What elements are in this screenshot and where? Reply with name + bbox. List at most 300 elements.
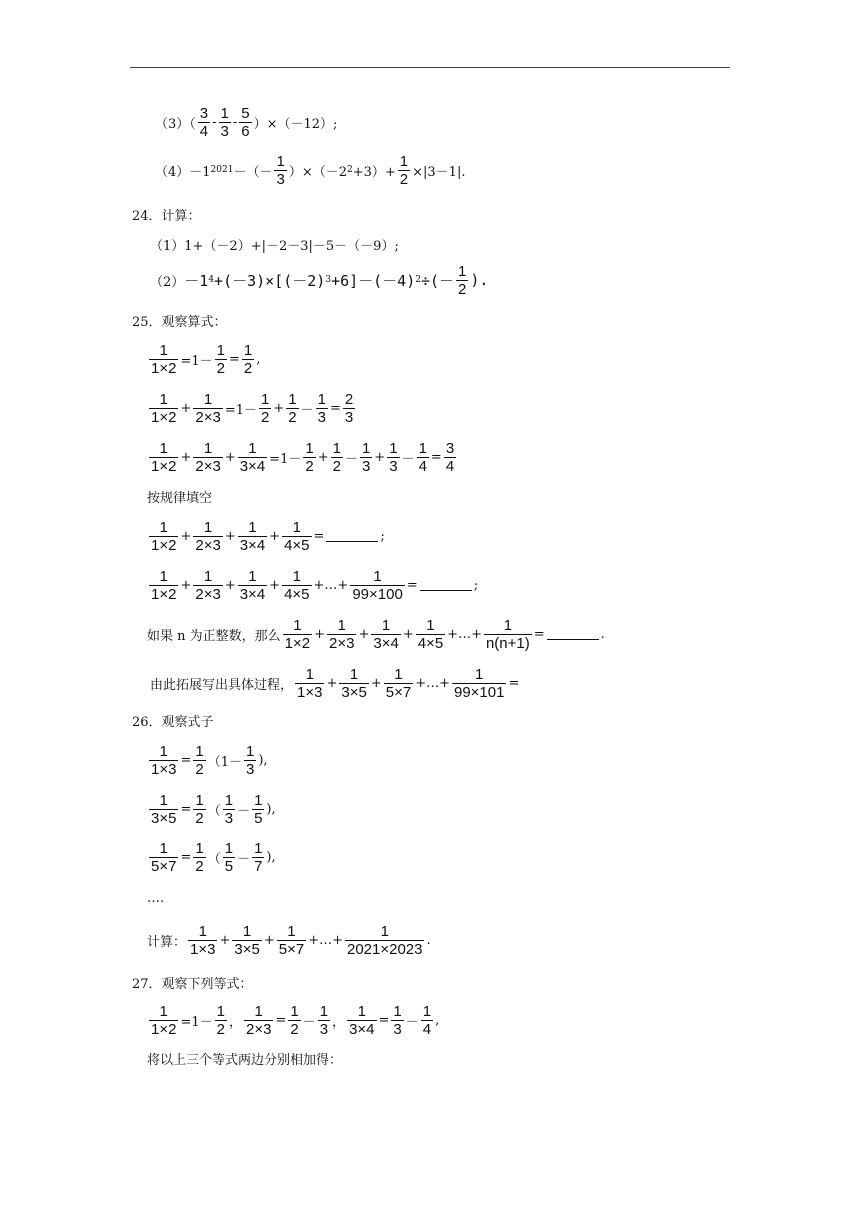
text-run: + xyxy=(314,626,325,642)
text-run: －（－ xyxy=(233,164,273,180)
numerator: 1 xyxy=(224,791,234,809)
denominator: 4 xyxy=(199,122,209,140)
text-run: …. xyxy=(147,890,165,906)
denominator: 1×3 xyxy=(297,683,323,701)
fraction xyxy=(331,440,343,475)
fraction xyxy=(282,519,311,554)
fraction xyxy=(238,440,267,475)
numerator: 1 xyxy=(159,567,168,585)
superscript: 2021 xyxy=(210,165,234,175)
numerator: 3 xyxy=(445,439,455,457)
line-q25-a xyxy=(147,337,260,381)
text-run: 计算： xyxy=(147,934,187,950)
fraction xyxy=(238,519,267,554)
text-run: + xyxy=(180,577,192,593)
text-run: + xyxy=(370,675,382,691)
text-run: ), xyxy=(266,849,276,865)
denominator: 1×2 xyxy=(151,408,177,426)
fraction xyxy=(193,391,222,426)
text-run: + xyxy=(402,626,414,642)
denominator: 1×3 xyxy=(190,940,216,958)
fraction xyxy=(219,105,231,140)
text-run: , xyxy=(435,1012,440,1028)
text-run: - xyxy=(232,114,238,130)
line-q25-d xyxy=(147,474,212,518)
text-run: +…+ xyxy=(447,626,482,642)
denominator: 2 xyxy=(243,359,253,377)
numerator: 1 xyxy=(319,1002,329,1020)
fraction xyxy=(188,923,217,958)
denominator: 7 xyxy=(254,857,263,875)
numerator: 1 xyxy=(159,1002,168,1020)
text-run: = xyxy=(378,1012,390,1028)
denominator: 2 xyxy=(260,408,270,426)
denominator: 2 xyxy=(195,760,204,778)
numerator: 1 xyxy=(242,922,252,940)
fraction xyxy=(215,342,227,377)
text-run: 按规律填空 xyxy=(147,490,213,506)
denominator: 2 xyxy=(332,457,341,475)
text-run: + xyxy=(358,626,370,642)
line-q26-c xyxy=(147,835,276,879)
text-run: =1－ xyxy=(224,402,257,418)
text-run: ）×（－12）; xyxy=(253,116,338,132)
text-run: + xyxy=(374,449,386,465)
denominator: 3 xyxy=(361,457,371,475)
fraction xyxy=(149,342,178,377)
fraction xyxy=(456,263,468,298)
fraction xyxy=(193,792,205,827)
fraction xyxy=(149,792,178,827)
denominator: 3 xyxy=(389,457,398,475)
line-p23-3 xyxy=(155,100,337,144)
text-run: + xyxy=(224,577,236,593)
text-run: = xyxy=(430,449,442,465)
fraction xyxy=(193,440,222,475)
text-run: ， xyxy=(228,1014,242,1030)
text-run: = xyxy=(275,1012,287,1028)
denominator: 1×2 xyxy=(284,634,311,652)
denominator: 1×2 xyxy=(151,585,177,603)
denominator: 3×5 xyxy=(151,809,177,827)
fraction xyxy=(149,840,178,875)
numerator: 1 xyxy=(254,1002,263,1020)
text-run: + xyxy=(269,528,281,544)
superscript: 4 xyxy=(208,275,215,285)
denominator: 1×2 xyxy=(151,359,177,377)
fraction xyxy=(391,1003,403,1038)
line-q26-a xyxy=(147,738,268,782)
text-run: = xyxy=(228,351,240,367)
numerator: 1 xyxy=(159,742,168,760)
numerator: 1 xyxy=(337,616,346,634)
fraction xyxy=(387,440,399,475)
numerator: 1 xyxy=(389,439,398,457)
text-run: , xyxy=(256,351,261,367)
numerator: 1 xyxy=(254,839,263,857)
text-run: . xyxy=(600,626,605,642)
fraction xyxy=(277,923,306,958)
numerator: 1 xyxy=(292,567,301,585)
line-q25-e xyxy=(147,514,385,558)
numerator: 1 xyxy=(216,341,225,359)
fraction xyxy=(347,1003,376,1038)
math-run: ). xyxy=(470,271,489,289)
numerator: 3 xyxy=(199,104,209,122)
fraction xyxy=(149,568,178,603)
fraction xyxy=(193,519,222,554)
fraction xyxy=(149,440,178,475)
fraction xyxy=(193,840,205,875)
text-run: = xyxy=(508,675,520,691)
fraction xyxy=(316,391,328,426)
answer-blank[interactable] xyxy=(326,540,378,542)
denominator: 5×7 xyxy=(385,683,412,701)
numerator: 1 xyxy=(305,439,314,457)
numerator: 1 xyxy=(254,791,263,809)
text-run: （2） xyxy=(150,274,185,290)
numerator: 1 xyxy=(224,839,234,857)
denominator: 3 xyxy=(317,408,326,426)
fraction xyxy=(193,743,205,778)
numerator: 1 xyxy=(290,1002,299,1020)
denominator: 1×2 xyxy=(151,457,177,475)
fraction xyxy=(327,617,356,652)
fraction xyxy=(444,440,456,475)
numerator: 1 xyxy=(198,922,207,940)
denominator: 3×4 xyxy=(239,536,266,554)
header-rule xyxy=(130,67,730,68)
text-run: 将以上三个等式两边分别相加得： xyxy=(147,1052,343,1068)
line-q25 xyxy=(132,298,227,342)
denominator: 3 xyxy=(224,809,234,827)
text-run: + xyxy=(326,675,338,691)
denominator: 1×2 xyxy=(151,1020,177,1038)
text-run: （ xyxy=(207,803,221,819)
numerator: 1 xyxy=(159,839,168,857)
fraction xyxy=(232,923,261,958)
answer-blank[interactable] xyxy=(420,589,472,591)
denominator: 2 xyxy=(305,457,314,475)
numerator: 1 xyxy=(288,390,297,408)
denominator: 99×100 xyxy=(352,585,403,603)
fraction xyxy=(421,1003,433,1038)
text-run: 24．计算： xyxy=(132,208,201,224)
numerator: 1 xyxy=(159,518,168,536)
text-run: － xyxy=(237,851,251,867)
numerator: 1 xyxy=(332,439,341,457)
text-run: － xyxy=(405,1014,419,1030)
fraction xyxy=(239,105,251,140)
text-run: +…+ xyxy=(415,675,450,691)
numerator: 1 xyxy=(399,152,409,170)
text-run: = xyxy=(533,626,545,642)
numerator: 1 xyxy=(458,262,467,280)
text-run: = xyxy=(406,577,418,593)
fraction xyxy=(198,105,210,140)
line-q25-f xyxy=(147,563,478,607)
denominator: 3 xyxy=(319,1020,329,1038)
text-run: 26．观察式子 xyxy=(132,714,214,730)
numerator: 1 xyxy=(357,1002,366,1020)
denominator: 3×5 xyxy=(341,683,367,701)
denominator: 2021×2023 xyxy=(346,940,423,958)
text-run: = xyxy=(180,752,192,768)
numerator: 1 xyxy=(245,742,255,760)
fraction xyxy=(417,440,429,475)
text-run: ), xyxy=(258,752,268,768)
denominator: 2×3 xyxy=(329,634,355,652)
denominator: 4×5 xyxy=(284,536,310,554)
fraction xyxy=(252,792,264,827)
numerator: 5 xyxy=(241,104,250,122)
text-run: + xyxy=(273,400,285,416)
superscript: 3 xyxy=(325,275,332,285)
text-run: +3）+ xyxy=(352,164,396,180)
text-run: （4）－1 xyxy=(155,164,211,180)
text-run: . xyxy=(426,932,431,948)
numerator: 1 xyxy=(260,390,270,408)
denominator: 3 xyxy=(344,408,354,426)
fraction xyxy=(318,1003,330,1038)
denominator: 3 xyxy=(393,1020,402,1038)
fraction xyxy=(244,743,256,778)
numerator: 1 xyxy=(159,439,168,457)
denominator: 2 xyxy=(216,1020,225,1038)
fraction xyxy=(149,519,178,554)
text-run: =1－ xyxy=(180,1014,213,1030)
line-q24-2 xyxy=(150,258,488,302)
fraction xyxy=(303,440,315,475)
text-run: - xyxy=(212,114,217,130)
text-run: － xyxy=(237,803,251,819)
denominator: 2 xyxy=(288,408,297,426)
numerator: 1 xyxy=(248,567,257,585)
text-run: + xyxy=(219,932,231,948)
numerator: 1 xyxy=(422,1002,432,1020)
line-q26-e xyxy=(147,918,431,962)
text-run: + xyxy=(224,528,236,544)
fraction xyxy=(295,666,324,701)
answer-blank[interactable] xyxy=(547,638,599,640)
numerator: 1 xyxy=(503,616,513,634)
fraction xyxy=(343,391,355,426)
denominator: 4×5 xyxy=(417,634,444,652)
numerator: 1 xyxy=(393,1002,402,1020)
denominator: n(n+1) xyxy=(485,634,530,652)
numerator: 1 xyxy=(380,922,389,940)
denominator: 2×3 xyxy=(195,585,221,603)
denominator: 3×4 xyxy=(239,585,266,603)
math-run: +6]－(－4) xyxy=(331,271,416,290)
numerator: 1 xyxy=(317,390,326,408)
denominator: 1×3 xyxy=(151,760,177,778)
text-run: ）×（－2 xyxy=(288,164,347,180)
fraction xyxy=(149,743,178,778)
fraction xyxy=(384,666,413,701)
numerator: 1 xyxy=(195,839,204,857)
text-run: （3）（ xyxy=(155,116,196,132)
line-q26-d xyxy=(147,876,164,920)
text-run: ×|3－1|. xyxy=(412,164,466,180)
denominator: 3×4 xyxy=(373,634,399,652)
text-run: + xyxy=(317,449,329,465)
fraction xyxy=(238,568,267,603)
math-run: －1 xyxy=(184,271,209,290)
text-run: +…+ xyxy=(308,932,343,948)
text-run: = xyxy=(329,400,341,416)
line-p23-4 xyxy=(155,148,465,192)
fraction xyxy=(223,792,235,827)
numerator: 1 xyxy=(373,567,382,585)
line-q25-c xyxy=(147,435,458,479)
numerator: 2 xyxy=(344,390,354,408)
fraction xyxy=(223,840,235,875)
denominator: 1×2 xyxy=(151,536,177,554)
denominator: 2 xyxy=(216,359,225,377)
text-run: ; xyxy=(473,577,479,593)
text-run: + xyxy=(263,932,275,948)
fraction xyxy=(452,666,506,701)
numerator: 1 xyxy=(220,104,229,122)
denominator: 4 xyxy=(418,457,427,475)
fraction xyxy=(416,617,445,652)
numerator: 1 xyxy=(287,922,296,940)
denominator: 5×7 xyxy=(151,857,177,875)
numerator: 1 xyxy=(381,616,391,634)
denominator: 4×5 xyxy=(284,585,310,603)
fraction xyxy=(259,391,271,426)
text-run: 由此拓展写出具体过程， xyxy=(150,677,294,693)
line-q26-b xyxy=(147,787,276,831)
text-run: + xyxy=(180,400,192,416)
denominator: 2×3 xyxy=(195,408,221,426)
numerator: 1 xyxy=(195,742,204,760)
fraction xyxy=(283,617,312,652)
denominator: 5×7 xyxy=(278,940,305,958)
fraction xyxy=(360,440,372,475)
line-q27-b xyxy=(147,1036,342,1080)
fraction xyxy=(215,1003,227,1038)
fraction xyxy=(345,923,425,958)
denominator: 3 xyxy=(245,760,255,778)
denominator: 6 xyxy=(241,122,250,140)
numerator: 1 xyxy=(159,341,168,359)
denominator: 2 xyxy=(458,280,467,298)
text-run: 27．观察下列等式： xyxy=(132,976,253,992)
numerator: 1 xyxy=(203,518,213,536)
numerator: 1 xyxy=(418,439,427,457)
text-run: 25．观察算式： xyxy=(132,314,227,330)
denominator: 3×5 xyxy=(234,940,260,958)
numerator: 1 xyxy=(361,439,371,457)
text-run: （1－ xyxy=(207,754,242,770)
numerator: 1 xyxy=(195,791,204,809)
text-run: － xyxy=(302,1014,316,1030)
superscript: 2 xyxy=(415,275,421,285)
fraction xyxy=(274,153,286,188)
fraction xyxy=(282,568,311,603)
denominator: 5 xyxy=(254,809,263,827)
numerator: 1 xyxy=(305,665,314,683)
text-run: + xyxy=(180,528,192,544)
text-run: = xyxy=(313,528,325,544)
text-run: ; xyxy=(380,528,385,544)
numerator: 1 xyxy=(475,665,484,683)
text-run: ), xyxy=(266,801,276,817)
numerator: 1 xyxy=(203,390,213,408)
numerator: 1 xyxy=(248,439,257,457)
denominator: 3 xyxy=(220,122,229,140)
numerator: 1 xyxy=(349,665,359,683)
text-run: （1）1+（－2）+|－2－3|－5－（－9）; xyxy=(150,238,399,254)
superscript: 2 xyxy=(346,165,353,175)
fraction xyxy=(242,342,254,377)
text-run: 如果 n 为正整数，那么 xyxy=(147,628,281,644)
numerator: 1 xyxy=(276,152,285,170)
line-q26 xyxy=(132,698,214,742)
denominator: 3×4 xyxy=(349,1020,375,1038)
denominator: 2 xyxy=(195,857,204,875)
text-run: － xyxy=(300,402,314,418)
fraction xyxy=(244,1003,273,1038)
numerator: 1 xyxy=(216,1002,225,1020)
numerator: 1 xyxy=(159,791,168,809)
denominator: 2 xyxy=(290,1020,299,1038)
fraction xyxy=(339,666,368,701)
fraction xyxy=(149,391,178,426)
text-run: － xyxy=(401,451,415,467)
denominator: 3×4 xyxy=(239,457,266,475)
numerator: 1 xyxy=(394,665,403,683)
numerator: 1 xyxy=(203,439,213,457)
text-run: + xyxy=(269,577,281,593)
numerator: 1 xyxy=(293,616,302,634)
denominator: 3 xyxy=(276,170,285,188)
denominator: 2 xyxy=(399,170,409,188)
math-run: +(－3)×[(－2) xyxy=(214,271,326,290)
numerator: 1 xyxy=(243,341,253,359)
numerator: 1 xyxy=(248,518,257,536)
text-run: = xyxy=(180,849,192,865)
line-q25-b xyxy=(147,386,357,430)
fraction xyxy=(484,617,532,652)
denominator: 2×3 xyxy=(245,1020,272,1038)
denominator: 4 xyxy=(422,1020,432,1038)
fraction xyxy=(286,391,298,426)
text-run: （ xyxy=(207,851,221,867)
denominator: 2×3 xyxy=(195,457,221,475)
text-run: =1－ xyxy=(269,451,302,467)
numerator: 1 xyxy=(203,567,213,585)
fraction xyxy=(350,568,404,603)
fraction xyxy=(252,840,264,875)
denominator: 2 xyxy=(195,809,204,827)
text-run: + xyxy=(224,449,236,465)
fraction xyxy=(371,617,400,652)
denominator: 2×3 xyxy=(195,536,221,554)
text-run: =1－ xyxy=(180,353,213,369)
numerator: 1 xyxy=(426,616,435,634)
numerator: 1 xyxy=(292,518,301,536)
denominator: 99×101 xyxy=(453,683,505,701)
fraction xyxy=(288,1003,300,1038)
fraction xyxy=(398,153,410,188)
text-run: － xyxy=(344,451,358,467)
text-run: +…+ xyxy=(313,577,349,593)
denominator: 5 xyxy=(224,857,234,875)
text-run: + xyxy=(180,449,192,465)
